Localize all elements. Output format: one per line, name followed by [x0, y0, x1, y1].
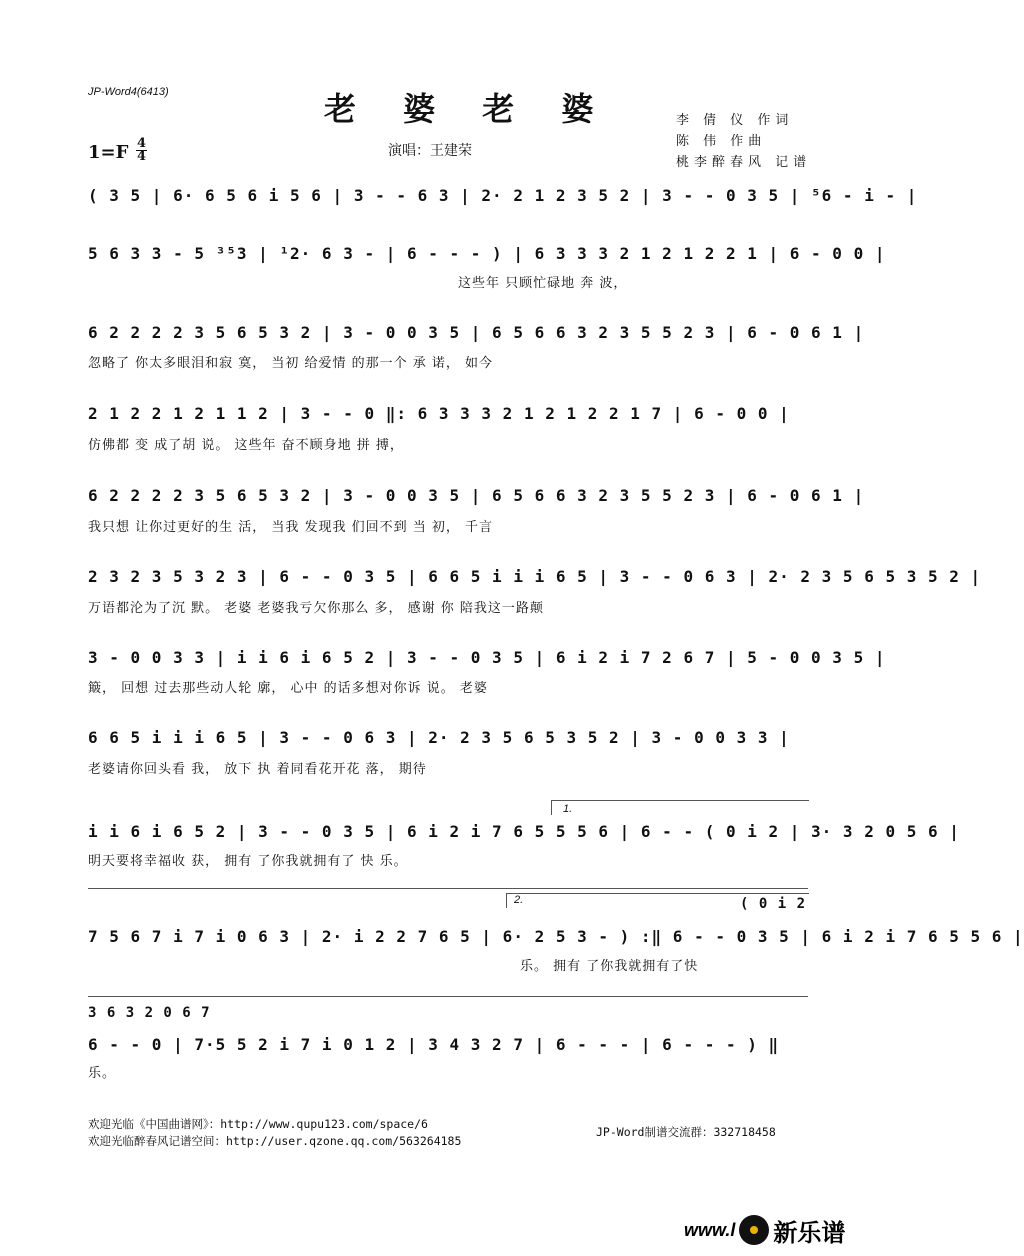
footer-group: JP-Word制谱交流群：332718458 — [596, 1125, 776, 1139]
score-system-4-lyrics: 仿佛都 变 成了胡 说。 这些年 奋不顾身地 拼 搏， — [88, 438, 404, 453]
time-signature-bottom: 4 — [136, 149, 147, 164]
page-title: 老 婆 老 婆 — [324, 90, 612, 128]
lyricist-credit: 李 倩 仪 作词 — [676, 113, 794, 128]
score-system-8-lyrics: 老婆请你回头看 我， 放下 执 着同看花开花 落， 期待 — [88, 762, 427, 777]
volta-2-cue: ( 0 i 2 — [740, 896, 807, 912]
vinyl-disc-icon — [739, 1215, 769, 1245]
score-system-4-notes: 2 1 2 2 1 2 1 1 2 | 3 - - 0 ‖: 6 3 3 3 2 1 2 1 2 2 1 7 | 6 - 0 0 | — [88, 404, 790, 423]
score-system-9-lyrics: 明天要将幸福收 获， 拥有 了你我就拥有了 快 乐。 — [88, 854, 408, 869]
score-system-1-notes: ( 3 5 | 6· 6 5 6 i 5 6 | 3 - - 6 3 | 2· 2 1 2 3 5 2 | 3 - - 0 3 5 | ⁵6 - i - | — [88, 186, 918, 205]
volta-1-bracket — [551, 800, 809, 815]
footer-link-qzone[interactable]: 欢迎光临醉春风记谱空间：http://user.qzone.qq.com/563264185 — [88, 1134, 462, 1148]
time-signature-top: 4 — [136, 136, 147, 151]
score-system-6-lyrics: 万语都沦为了沉 默。 老婆 老婆我亏欠你那么 多， 感谢 你 陪我这一路颠 — [88, 601, 544, 616]
score-system-5-notes: 6 2 2 2 2 3 5 6 5 3 2 | 3 - 0 0 3 5 | 6 5 6 6 3 2 3 5 5 2 3 | 6 - 0 6 1 | — [88, 486, 865, 505]
score-system-7-notes: 3 - 0 0 3 3 | i i 6 i 6 5 2 | 3 - - 0 3 5 | 6 i 2 i 7 2 6 7 | 5 - 0 0 3 5 | — [88, 648, 886, 667]
score-system-7-lyrics: 簸， 回想 过去那些动人轮 廓， 心中 的话多想对你诉 说。 老婆 — [88, 681, 488, 696]
watermark-url: www.l — [684, 1219, 736, 1240]
score-system-2-notes: 5 6 3 3 - 5 ³⁵3 | ¹2· 6 3 - | 6 - - - ) | 6 3 3 3 2 1 2 1 2 2 1 | 6 - 0 0 | — [88, 244, 886, 263]
score-system-11-notes: 6 - - 0 | 7·5 5 2 i 7 i 0 1 2 | 3 4 3 2 7 | 6 - - - | 6 - - - ) ‖ — [88, 1035, 780, 1054]
volta-divider-line — [88, 888, 808, 889]
watermark-logo — [684, 1212, 845, 1248]
volta-2-label: 2. — [514, 894, 524, 906]
score-system-3-notes: 6 2 2 2 2 3 5 6 5 3 2 | 3 - 0 0 3 5 | 6 5 6 6 3 2 3 5 5 2 3 | 6 - 0 6 1 | — [88, 323, 865, 342]
composer-credit: 陈 伟 作曲 — [676, 134, 767, 149]
upper-voice-notes: 3 6 3 2 0 6 7 — [88, 1005, 211, 1021]
footer-link-qupu[interactable]: 欢迎光临《中国曲谱网》：http://www.qupu123.com/space/6 — [88, 1117, 428, 1131]
score-system-6-notes: 2 3 2 3 5 3 2 3 | 6 - - 0 3 5 | 6 6 5 i i i 6 5 | 3 - - 0 6 3 | 2· 2 3 5 6 5 3 5 2 | — [88, 567, 982, 586]
coda-divider-line — [88, 996, 808, 997]
score-system-3-lyrics: 忽略了 你太多眼泪和寂 寞， 当初 给爱情 的那一个 承 诺， 如今 — [88, 356, 494, 371]
score-system-10-lyrics: 乐。 拥有 了你我就拥有了快 — [520, 959, 699, 974]
time-signature — [136, 138, 147, 163]
score-system-8-notes: 6 6 5 i i i 6 5 | 3 - - 0 6 3 | 2· 2 3 5 6 5 3 5 2 | 3 - 0 0 3 3 | — [88, 728, 790, 747]
credits-block — [676, 110, 811, 173]
volta-1-label: 1. — [563, 803, 573, 815]
score-system-5-lyrics: 我只想 让你过更好的生 活， 当我 发现我 们回不到 当 初， 千言 — [88, 520, 494, 535]
footer-links — [88, 1116, 461, 1150]
software-label: JP-Word4(6413) — [88, 86, 169, 98]
transcriber-credit: 桃李醉春风 记谱 — [676, 155, 812, 170]
score-system-2-lyrics: 这些年 只顾忙碌地 奔 波， — [458, 276, 628, 291]
score-system-11-lyrics: 乐。 — [88, 1066, 117, 1081]
score-system-9-notes: i i 6 i 6 5 2 | 3 - - 0 3 5 | 6 i 2 i 7 6 5 5 5 6 | 6 - - ( 0 i 2 | 3· 3 2 0 5 6 | — [88, 822, 960, 841]
key-signature: 1=F — [88, 142, 129, 163]
score-system-10-notes: 7 5 6 7 i 7 i 0 6 3 | 2· i 2 2 7 6 5 | 6· 2 5 3 - ) :‖ 6 - - 0 3 5 | 6 i 2 i 7 6 5 5 6 | — [88, 927, 1024, 946]
singer-credit: 演唱：王建荣 — [388, 143, 472, 159]
watermark-brand: 新乐谱 — [773, 1218, 846, 1247]
